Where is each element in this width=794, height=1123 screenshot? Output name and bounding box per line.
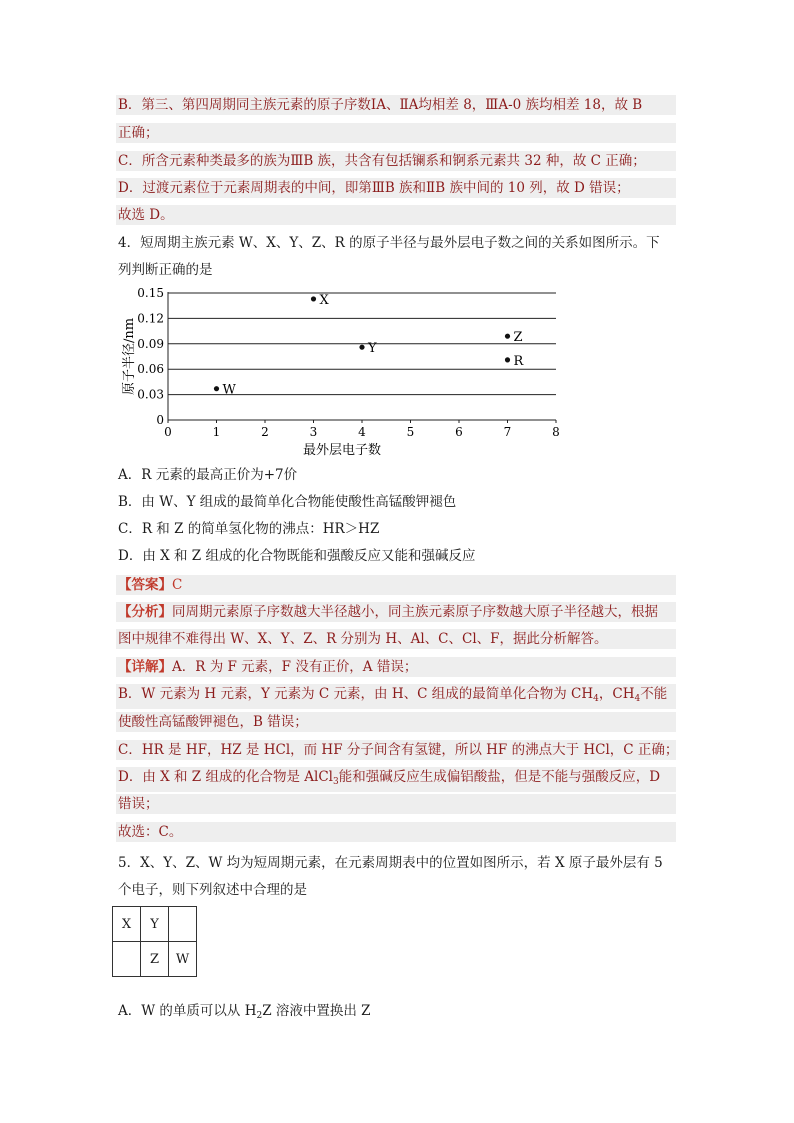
q5-option-a-sub: 2	[256, 1011, 263, 1021]
q4-option-c: C．R 和 Z 的简单氢化物的沸点：HR＞HZ	[118, 521, 380, 537]
table-row	[113, 942, 197, 977]
x-tick-label: 2	[261, 425, 269, 439]
x-tick-label: 6	[455, 425, 463, 439]
detail-d-sub: 3	[333, 777, 339, 787]
detail-d-pre: D．由 X 和 Z 组成的化合物是 AlCl	[118, 769, 333, 785]
q4-option-a: A．R 元素的最高正价为+7价	[118, 467, 298, 483]
q4-option-d: D．由 X 和 Z 组成的化合物既能和强酸反应又能和强碱反应	[118, 548, 476, 564]
analysis-text-1: 同周期元素原子序数越大半径越小，同主族元素原子序数越大原子半径越大，根据	[172, 604, 658, 620]
table-row	[113, 907, 197, 942]
prev-option-b-line1: B．第三、第四周期同主族元素的原子序数ⅠA、ⅡA均相差 8，ⅢA-0 族均相差 18，故 B	[116, 95, 676, 115]
q4-detail-d-line2: 错误；	[116, 794, 676, 814]
y-tick-label: 0.09	[137, 336, 164, 351]
y-tick-label: 0	[156, 413, 164, 427]
analysis-tag: 【分析】	[118, 604, 172, 620]
q4-analysis-line1	[116, 602, 676, 622]
q4-choose: 故选：C。	[116, 822, 676, 842]
data-point-z	[505, 334, 510, 339]
x-tick-label: 7	[503, 425, 512, 439]
periodic-position-table	[112, 906, 197, 977]
chart-points	[214, 293, 525, 398]
y-tick-label: 0.15	[137, 286, 164, 300]
q4-detail-b-line1	[116, 684, 676, 709]
table-cell: X	[113, 907, 141, 942]
y-tick-label: 0.06	[137, 362, 164, 377]
q4-answer	[116, 575, 676, 595]
prev-choose: 故选 D。	[116, 205, 676, 225]
data-point-y	[359, 345, 364, 350]
x-tick-label: 5	[406, 425, 415, 439]
detail-d-post: 能和强碱反应生成偏铝酸盐，但是不能与强酸反应，D	[338, 769, 661, 785]
y-tick-label: 0.12	[137, 311, 164, 326]
data-point-label-r: R	[513, 353, 524, 369]
table-cell	[169, 907, 197, 942]
q5-stem-line1: 5．X、Y、Z、W 均为短周期元素，在元素周期表中的位置如图所示，若 X 原子最外层有 5	[118, 855, 663, 871]
data-point-label-x: X	[319, 292, 329, 308]
detail-b-sub-2: 4	[634, 694, 641, 704]
answer-tag: 【答案】	[118, 577, 172, 593]
q4-analysis-line2: 图中规律不难得出 W、X、Y、Z、R 分别为 H、Al、C、Cl、F，据此分析解答。	[116, 629, 676, 649]
x-tick-label: 3	[309, 425, 318, 439]
chart-grid	[168, 293, 556, 395]
detail-a-text: A．R 为 F 元素，F 没有正价，A 错误；	[172, 659, 418, 675]
data-point-w	[214, 386, 219, 391]
q5-option-a-post: Z 溶液中置换出 Z	[262, 1003, 371, 1019]
x-tick-label: 4	[358, 425, 366, 439]
q4-detail-b-line2: 使酸性高锰酸钾褪色，B 错误；	[116, 712, 676, 732]
q4-option-b: B．由 W、Y 组成的最简单化合物能使酸性高锰酸钾褪色	[118, 494, 457, 510]
q4-detail-d-line1	[116, 767, 676, 792]
detail-b-sub-1: 4	[593, 694, 599, 704]
table-cell	[113, 942, 141, 977]
q4-stem-line2: 列判断正确的是	[118, 262, 213, 278]
x-tick-label: 1	[212, 425, 221, 439]
prev-option-b-line2: 正确；	[116, 123, 676, 143]
data-point-label-z: Z	[513, 330, 523, 346]
x-tick-label: 8	[552, 425, 560, 439]
data-point-label-y: Y	[368, 341, 377, 357]
detail-tag: 【详解】	[118, 659, 172, 675]
q5-option-a	[118, 1001, 371, 1026]
table-cell: Y	[141, 907, 169, 942]
chart-axes	[168, 292, 556, 420]
answer-value: C	[172, 577, 183, 593]
detail-b-mid: ，CH	[598, 686, 635, 702]
detail-b-post: 不能	[640, 686, 668, 702]
y-tick-label: 0.03	[137, 387, 164, 402]
prev-option-c: C．所含元素种类最多的族为ⅢB 族，共含有包括镧系和锕系元素共 32 种，故 C 正确；	[116, 151, 676, 171]
data-point-r	[505, 357, 510, 362]
prev-option-d: D．过渡元素位于元素周期表的中间，即第ⅢB 族和ⅡB 族中间的 10 列，故 D 错误；	[116, 178, 676, 198]
q4-stem-line1: 4．短周期主族元素 W、X、Y、Z、R 的原子半径与最外层电子数之间的关系如图所示。下	[118, 235, 660, 251]
q4-detail-c: C．HR 是 HF，HZ 是 HCl，而 HF 分子间含有氢键，所以 HF 的沸点大于 HCl，C 正确；	[118, 742, 679, 758]
x-tick-label: 0	[164, 425, 172, 439]
table-cell: Z	[141, 942, 169, 977]
detail-b-pre: B．W 元素为 H 元素，Y 元素为 C 元素，由 H、C 组成的最简单化合物为 CH	[118, 686, 594, 702]
data-point-label-w: W	[222, 382, 236, 398]
q5-option-a-pre: A．W 的单质可以从 H	[118, 1003, 257, 1019]
data-point-x	[311, 296, 316, 301]
chart-ticks	[137, 286, 560, 439]
q4-detail-a	[116, 657, 676, 677]
table-cell: W	[169, 942, 197, 977]
chart-y-axis-label: 原子半径/nm	[122, 317, 137, 396]
q5-stem-line2: 个电子，则下列叙述中合理的是	[118, 882, 307, 898]
chart-x-axis-label: 最外层电子数	[302, 443, 382, 458]
radius-scatter-chart	[118, 282, 568, 460]
